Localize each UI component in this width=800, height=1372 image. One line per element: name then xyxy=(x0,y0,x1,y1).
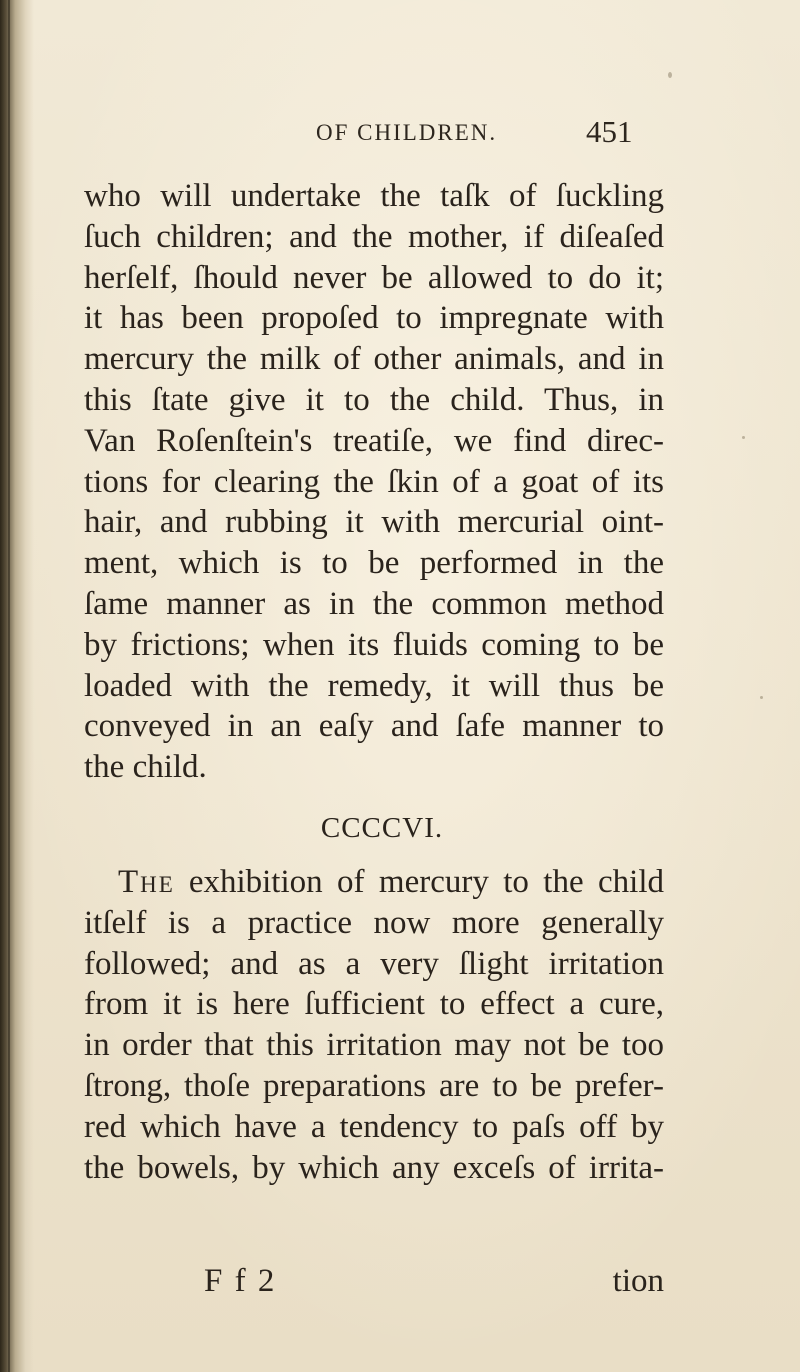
text-line: itſelf is a practice now more generally xyxy=(84,904,664,941)
text-line: loaded with the remedy, it will thus be xyxy=(84,667,664,704)
text-line: followed; and as a very ſlight irritation xyxy=(84,945,664,982)
text-line: ment, which is to be performed in the xyxy=(84,545,664,582)
signature-mark: F f 2 xyxy=(204,1263,277,1299)
text-line: the child. xyxy=(84,749,207,786)
paragraph-section xyxy=(84,862,664,1188)
text-line: by frictions; when its fluids coming to be xyxy=(84,626,664,663)
text-line: ſtrong, thoſe preparations are to be prefer- xyxy=(84,1067,664,1104)
paragraph-continued xyxy=(84,176,664,788)
text-line: ſame manner as in the common method xyxy=(84,585,664,622)
text-line: in order that this irritation may not be too xyxy=(84,1027,664,1064)
opening-word: The xyxy=(118,864,175,900)
text-line: conveyed in an eaſy and ſafe manner to xyxy=(84,708,664,745)
text-line: Van Roſenſtein's treatiſe, we find direc- xyxy=(84,422,664,459)
text-line: the bowels, by which any exceſs of irrita- xyxy=(84,1149,664,1186)
page-number: 451 xyxy=(586,114,633,149)
running-head: OF CHILDREN. xyxy=(316,120,498,145)
section-heading xyxy=(0,812,800,845)
text-line: mercury the milk of other animals, and in xyxy=(84,341,664,378)
section-number: CCCCVI. xyxy=(320,812,444,844)
paper-fleck xyxy=(760,696,763,699)
catchword: tion xyxy=(612,1263,664,1299)
text-line: from it is here ſufficient to effect a cure, xyxy=(84,986,664,1023)
page-footer xyxy=(84,1263,664,1303)
binding-edge xyxy=(8,0,10,1372)
paper-fleck xyxy=(742,436,745,439)
text-line: tions for clearing the ſkin of a goat of its xyxy=(84,463,664,500)
paper-fleck xyxy=(668,72,672,78)
text-line: who will undertake the taſk of ſuckling xyxy=(84,178,664,214)
text-line-first xyxy=(84,862,664,903)
text-line-rest: exhibition of mercury to the child xyxy=(188,864,664,900)
text-line: hair, and rubbing it with mercurial oint- xyxy=(84,504,664,541)
text-line: this ſtate give it to the child. Thus, in xyxy=(84,381,664,418)
text-line: it has been propoſed to impregnate with xyxy=(84,300,664,337)
text-line: ſuch children; and the mother, if diſeaſed xyxy=(84,218,664,255)
page-gutter-shadow xyxy=(0,0,34,1372)
text-line: herſelf, ſhould never be allowed to do it; xyxy=(84,259,664,296)
page-header xyxy=(0,114,800,158)
text-line: red which have a tendency to paſs off by xyxy=(84,1108,664,1145)
